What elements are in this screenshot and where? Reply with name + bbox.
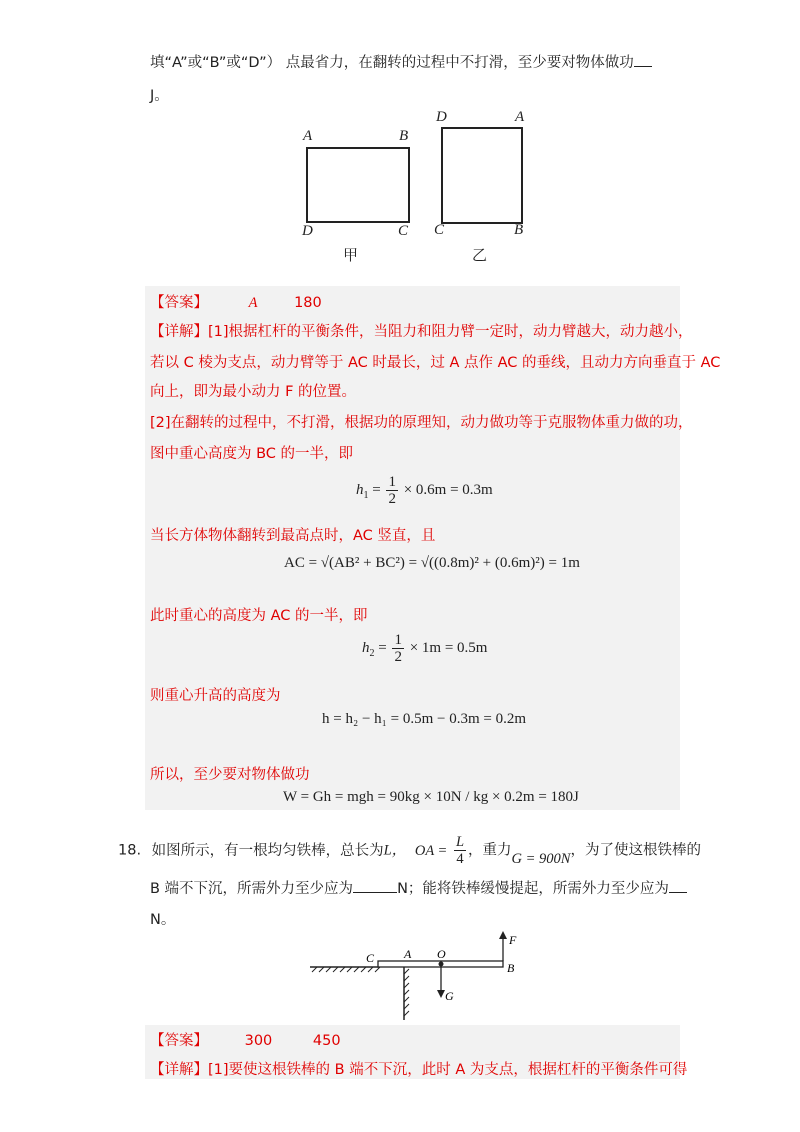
answer17-p2b: 图中重心高度为 BC 的一半，即 [150,446,354,462]
label-yi-A: A [515,109,525,125]
answer18-v1: 300 [244,1033,273,1049]
figure-rod [300,928,540,1024]
rod-label-G: G [445,989,454,1003]
eq1-fraction: $\frac{1}{2}$ [388,474,396,507]
q17-line2: J。 [150,88,169,104]
point-O [439,962,444,967]
label-yi-C: C [434,222,445,238]
q18-line2 [150,877,687,898]
rod-label-F: F [509,933,517,947]
rod-label-B: B [507,961,515,975]
answer18-v2: 450 [312,1033,341,1049]
q18-blank2[interactable] [669,878,687,893]
eq1-sub: 1 [363,489,369,501]
answer18-line [150,1029,341,1050]
answer17-p1c: 向上，即为最小动力 F 的位置。 [150,384,357,400]
label-jia-B: B [399,128,409,144]
q18-blank1[interactable] [353,878,397,893]
q17-blank[interactable] [634,52,652,67]
q17-line1 [150,51,652,72]
answer17-v2: 180 [294,295,322,311]
q18-l1-tail: ，为了使这根铁棒的 [570,842,701,859]
equation-h: h = h₂ − h₁ = 0.5m − 0.3m = 0.2m [322,711,527,727]
equation-h1: $h_1$ = $\frac{1}{2}$ × 0.6m = 0.3m [356,474,493,507]
answer17-p4: 此时重心的高度为 AC 的一半，即 [150,608,368,624]
q18-g: G = 900N [511,850,571,867]
q18-g-pre: ，重力 [468,842,512,859]
answer17-p2a: [2]在翻转的过程中，不打滑，根据功的原理知，动力做功等于克服物体重力做的功， [150,415,693,431]
equation-ac: AC = √(AB² + BC²) = √((0.8m)² + (0.6m)²) = 1m [284,555,580,571]
q18-line3: N。 [150,912,176,928]
rect-yi [441,127,523,224]
arrow-G-head [437,990,445,998]
detail18-tag: 【详解】 [150,1062,208,1078]
rod-label-A: A [404,947,412,961]
caption-jia: 甲 [343,246,359,264]
answer17-v1: A [248,295,258,311]
equation-w: W = Gh = mgh = 90kg × 10N / kg × 0.2m = 180J [283,789,579,805]
detail17-tag: 【详解】 [150,324,208,340]
answer17-p1a [150,320,693,341]
label-yi-D: D [436,109,447,125]
eq3-rest: × 1m = 0.5m [409,639,488,656]
eq1-rest: × 0.6m = 0.3m [403,481,493,498]
answer17-p1b: 若以 C 棱为支点，动力臂等于 AC 时最长，过 A 点作 AC 的垂线，且动力方向垂直于 AC [150,355,721,371]
answer17-p3: 当长方体物体翻转到最高点时，AC 竖直，且 [150,528,436,544]
eq3-lhs: h [362,639,370,656]
answer18-tag: 【答案】 [150,1033,208,1049]
equation-h2: $h_2$ = $\frac{1}{2}$ × 1m = 0.5m [362,632,488,665]
q18-oa: OA = [414,842,448,859]
eq3-sub: 2 [369,647,375,659]
rect-jia [306,147,410,223]
label-jia-C: C [398,223,409,239]
label-jia-A: A [303,128,313,144]
q18-l2a: B 端不下沉，所需外力至少应为 [150,881,354,897]
arrow-F-head [499,931,507,939]
q18-line1 [118,834,701,867]
answer17-line [150,291,322,312]
label-yi-B: B [514,222,524,238]
q18-l2b: N；能将铁棒缓慢提起，所需外力至少应为 [397,881,669,897]
detail17-p1a-text: [1]根据杠杆的平衡条件，当阻力和阻力臂一定时，动力臂越大，动力越小， [208,324,693,340]
answer18-detail [150,1058,687,1079]
rod-label-C: C [366,951,375,965]
caption-yi: 乙 [472,246,488,264]
answer17-p5: 则重心升高的高度为 [150,688,281,704]
q18-L: L， [383,842,407,859]
label-jia-D: D [302,223,313,239]
q17-line1-text: 填“A”或“B”或“D”） 点最省力，在翻转的过程中不打滑，至少要对物体做功 [150,55,634,71]
rod-label-O: O [437,947,446,961]
detail18-p1: [1]要使这根铁棒的 B 端不下沉，此时 A 为支点，根据杠杆的平衡条件可得 [208,1062,688,1078]
q18-frac: $\frac{L}{4}$ [455,834,465,867]
answer17-p6: 所以，至少要对物体做功 [150,767,310,783]
eq1-lhs: h [356,481,364,498]
q18-number: 18. [118,842,142,859]
answer17-tag: 【答案】 [150,295,208,311]
eq3-fraction: $\frac{1}{2}$ [394,632,402,665]
q18-l1a: 如图所示，有一根均匀铁棒，总长为 [151,842,384,859]
